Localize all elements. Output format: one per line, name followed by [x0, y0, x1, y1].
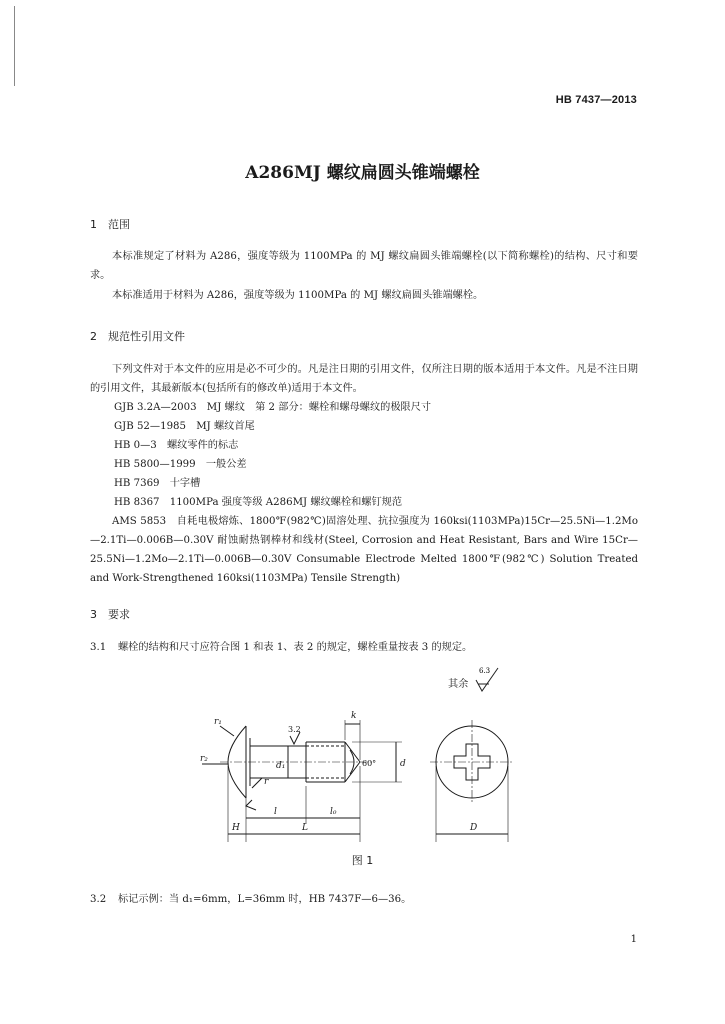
roughness-value: 6.3 — [479, 667, 491, 675]
roughness-note — [448, 675, 468, 690]
clause-number: 3.2 — [90, 894, 107, 905]
label-L: L — [302, 823, 308, 833]
label-D: D — [470, 823, 478, 833]
reference-item: GJB 52—1985 MJ 螺纹首尾 — [114, 421, 255, 432]
bolt-cone-point — [345, 742, 360, 762]
document-title: A286MJ 螺纹扁圆头锥端螺栓 — [245, 163, 480, 183]
roughness-symbol-icon — [470, 664, 506, 694]
reference-item-ams: AMS 5853 自耗电极熔炼、1800℉(982℃)固溶处理、抗拉强度为 160ksi(1103MPa)15Cr—25.5Ni—1.2Mo—2.1Ti—0.006B—0.30V 耐蚀耐热钢棒材和线材(Steel, Corrosion and Heat Resistant, Bars and Wire 15Cr—25.5Ni—1.2Mo—2.1Ti—0.006B—0.30V Consumable Electrode Melted 1800℉(982℃) Solution Treated and Work-Strengthened 160ksi(1103MPa) Tensile Strength) — [90, 516, 638, 584]
reference-item: GJB 3.2A—2003 MJ 螺纹 第 2 部分：螺栓和螺母螺纹的极限尺寸 — [114, 402, 432, 413]
section-title: 规范性引用文件 — [108, 330, 185, 343]
clause-3-2 — [90, 890, 411, 909]
section-number: 3 — [90, 608, 97, 621]
label-r2: r₂ — [200, 754, 208, 764]
clause-number: 3.1 — [90, 642, 107, 653]
section-3-heading — [90, 606, 130, 622]
reference-item: HB 7369 十字槽 — [114, 478, 201, 489]
section-2-heading — [90, 328, 185, 344]
label-r: r — [264, 777, 269, 787]
label-l0: l₀ — [330, 807, 337, 817]
label-k: k — [351, 711, 357, 721]
figure-1-drawing — [190, 706, 540, 846]
clause-text: 螺栓的结构和尺寸应符合图 1 和表 1、表 2 的规定，螺栓重量按表 3 的规定。 — [118, 642, 473, 653]
reference-item: HB 8367 1100MPa 强度等级 A286MJ 螺纹螺栓和螺钉规范 — [114, 497, 403, 508]
section-title: 范围 — [108, 218, 130, 231]
roughness-label: 其余 — [448, 679, 469, 690]
figure-caption: 图 1 — [351, 854, 374, 867]
label-d1: d₁ — [276, 761, 286, 771]
section-2-intro: 下列文件对于本文件的应用是必不可少的。凡是注日期的引用文件，仅所注日期的版本适用于本文件。凡是不注日期的引用文件，其最新版本(包括所有的修改单)适用于本文件。 — [90, 364, 638, 394]
section-title: 要求 — [108, 608, 130, 621]
label-d: d — [400, 759, 406, 769]
section-1-paragraph-2: 本标准适用于材料为 A286，强度等级为 1100MPa 的 MJ 螺纹扁圆头锥端螺栓。 — [112, 290, 484, 301]
section-number: 1 — [90, 218, 97, 231]
reference-item: HB 5800—1999 一般公差 — [114, 459, 247, 470]
label-angle: 60° — [362, 759, 377, 768]
section-1-paragraph-1: 本标准规定了材料为 A286，强度等级为 1100MPa 的 MJ 螺纹扁圆头锥端螺栓(以下简称螺栓)的结构、尺寸和要求。 — [90, 251, 638, 281]
section-1-heading — [90, 216, 130, 232]
section-number: 2 — [90, 330, 97, 343]
label-r1: r₁ — [214, 717, 222, 727]
clause-text: 标记示例：当 d₁=6mm，L=36mm 时，HB 7437F—6—36。 — [118, 894, 412, 905]
reference-item: HB 0—3 螺纹零件的标志 — [114, 440, 239, 451]
standard-number: HB 7437—2013 — [555, 94, 637, 106]
scan-edge-line — [14, 6, 15, 86]
label-roughness-3-2: 3.2 — [288, 725, 301, 734]
label-l: l — [274, 807, 277, 817]
label-H: H — [232, 823, 240, 833]
clause-3-1 — [90, 638, 472, 657]
page-number: 1 — [630, 934, 637, 945]
